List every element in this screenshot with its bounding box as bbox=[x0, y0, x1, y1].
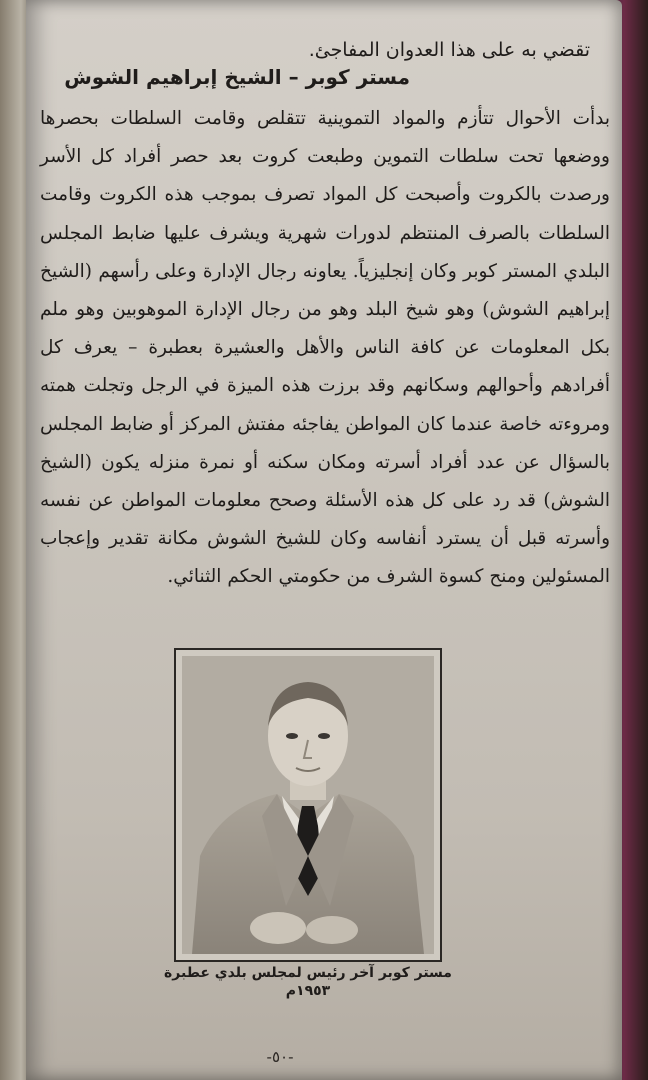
caption-line-2: ١٩٥٣م bbox=[285, 983, 331, 999]
page-text bbox=[40, 38, 610, 597]
section-heading: مستر كوبر – الشيخ إبراهيم الشوش bbox=[64, 65, 410, 89]
man-portrait-icon bbox=[182, 656, 434, 954]
portrait-photo-frame bbox=[174, 648, 442, 962]
body-paragraph: بدأت الأحوال تتأزم والمواد التموينية تتقلص وقامت السلطات بحصرها ووضعها تحت سلطات التموين وطبعت كروت بعد حصر أفراد كل الأسر ورصدت بالكروت وأصبحت كل المواد تصرف بموجب هذه الكروت وقامت السلطات بالصرف المنتظم لدورات شهرية ويشرف عليها ضابط المجلس البلدي المستر كوبر وكان إنجليزياً. يعاونه رجال الإدارة وعلى رأسهم (الشيخ إبراهيم الشوش) وهو شيخ البلد وهو من رجال الإدارة الموهوبين وهو ملم بكل المعلومات عن كافة الناس والأهل والعشيرة بعطبرة – يعرف كل أفرادهم وأحوالهم وسكانهم وقد برزت هذه الميزة في الرجل وتجلت همته ومروءته خاصة عندما كان المواطن يفاجئه مفتش المركز أو ضابط المجلس بالسؤال عن عدد أفراد أسرته ومكان سكنه أو نمرة منزله يكون (الشيخ الشوش) قد رد على كل هذه الأسئلة وصحح معلومات المواطن عن نفسه وأسرته قبل أن يسترد أنفاسه وكان للشيخ الشوش مكانة تقدير وإعجاب المسئولين ومنح كسوة الشرف من حكومتي الحكم الثنائي. bbox=[40, 108, 610, 588]
page-number: -٥٠- bbox=[266, 1048, 294, 1066]
caption-line-1: مستر كوبر آخر رئيس لمجلس بلدي عطبرة bbox=[164, 965, 452, 981]
photo-caption bbox=[150, 964, 466, 1000]
top-line: تقضي به على هذا العدوان المفاجئ. bbox=[308, 39, 590, 61]
portrait-photo bbox=[182, 656, 434, 954]
